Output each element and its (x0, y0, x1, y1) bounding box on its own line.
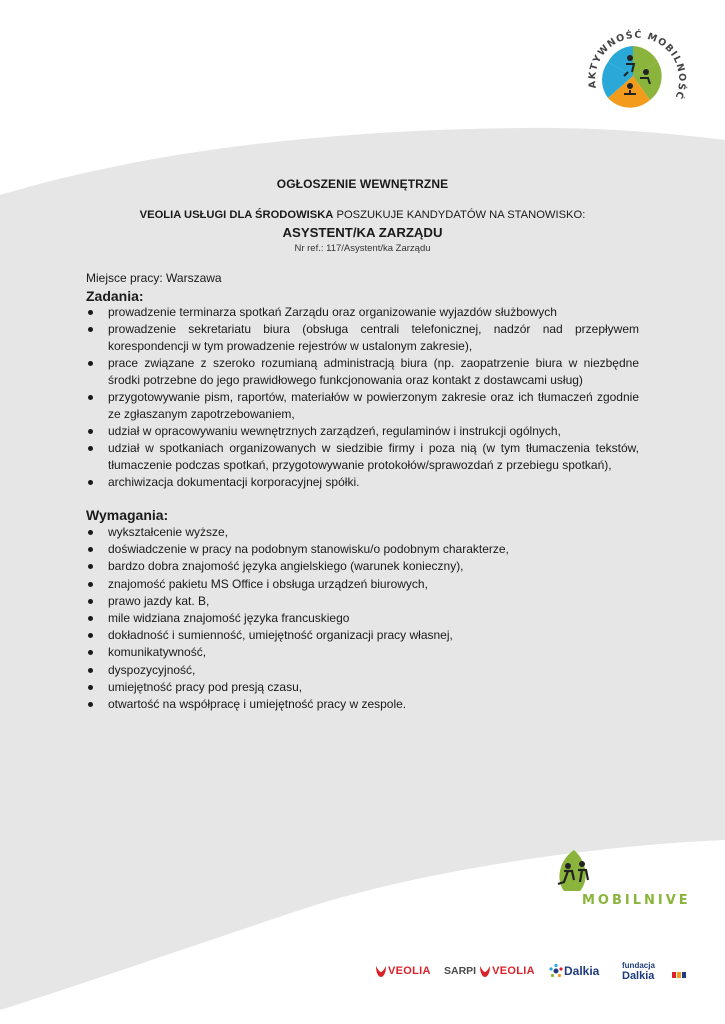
mobilnive-wordmark: MOBILNIVE (582, 893, 691, 908)
list-item: prowadzenie terminarza spotkań Zarządu oraz organizowanie wyjazdów służbowych (86, 304, 639, 321)
requirements-list (86, 524, 639, 713)
list-item: udział w opracowywaniu wewnętrznych zarządzeń, regulaminów i instrukcji ogólnych, (86, 423, 639, 440)
list-item: komunikatywność, (86, 644, 639, 661)
veolia-icon (478, 964, 492, 978)
fundacja-dalkia-logo (622, 958, 655, 984)
list-item: dokładność i sumienność, umiejętność organizacji pracy własnej, (86, 627, 639, 644)
list-item: wykształcenie wyższe, (86, 524, 639, 541)
list-item: otwartość na współpracę i umiejętność pracy w zespole. (86, 696, 639, 713)
list-item: przygotowywanie pism, raportów, materiałów w powierzonym zakresie oraz ich tłumaczeń zgodnie ze zgłaszanym zapotrzebowaniem, (86, 389, 639, 423)
list-item: prawo jazdy kat. B, (86, 593, 639, 610)
page-title: OGŁOSZENIE WEWNĘTRZNE (276, 177, 449, 191)
list-item: prace związane z szeroko rozumianą administracją biura (np. zaopatrzenie biura w niezbędne środki potrzebne do jego prawidłowego funkcjonowania oraz kontakt z dostawcami usług) (86, 355, 639, 389)
sarpi-wordmark: SARPI (444, 965, 477, 977)
sarpi-veolia-wordmark: VEOLIA (492, 965, 535, 977)
list-item: bardzo dobra znajomość języka angielskiego (warunek konieczny), (86, 558, 639, 575)
dalkia-wordmark: Dalkia (564, 964, 600, 978)
list-item: mile widziana znajomość języka francuskiego (86, 610, 639, 627)
veolia-icon (374, 964, 388, 978)
list-item: prowadzenie sekretariatu biura (obsługa centrali telefonicznej, nadzór nad przepływem korespondencji w tym prowadzenie rejestrów w ustalonym zakresie), (86, 321, 639, 355)
list-item: archiwizacja dokumentacji korporacyjnej spółki. (86, 474, 639, 491)
list-item: umiejętność pracy pod presją czasu, (86, 679, 639, 696)
reference-number: Nr ref.: 117/Asystent/ka Zarządu (294, 243, 431, 254)
fundacja-color-squares-icon (672, 972, 686, 978)
dalkia-logo (548, 958, 599, 984)
list-item: doświadczenie w pracy na podobnym stanowisku/o podobnym charakterze, (86, 541, 639, 558)
mobilnive-logo (544, 846, 691, 914)
veolia-wordmark: VEOLIA (388, 965, 431, 977)
tasks-list (86, 304, 639, 491)
company-suffix: POSZUKUJE KANDYDATÓW NA STANOWISKO: (333, 209, 586, 221)
company-line (86, 209, 639, 221)
footer-logos (374, 958, 694, 988)
tasks-heading: Zadania: (86, 288, 144, 304)
sarpi-veolia-logo (444, 958, 535, 984)
fundacja-dalkia-label: Dalkia (622, 969, 655, 982)
requirements-heading: Wymagania: (86, 507, 169, 523)
veolia-logo (374, 958, 431, 984)
logo-circle-text: AKTYWNOŚĆ MOBILNOŚĆ (587, 29, 688, 102)
list-item: udział w spotkaniach organizowanych w siedzibie firmy i poza nią (w tym tłumaczenia tekstów, tłumaczenie podczas spotkań, przygotowywanie protokołów/sprawozdań z przebiegu spotkań), (86, 440, 639, 474)
company-name: VEOLIA USŁUGI DLA ŚRODOWISKA (139, 209, 334, 221)
list-item: dyspozycyjność, (86, 662, 639, 679)
work-location: Miejsce pracy: Warszawa (86, 271, 222, 285)
position-title: ASYSTENT/KA ZARZĄDU (282, 225, 443, 240)
aktywnosc-mobilnosc-rozwoj-logo (578, 18, 688, 133)
list-item: znajomość pakietu MS Office i obsługa urządzeń biurowych, (86, 576, 639, 593)
dalkia-icon (548, 963, 564, 979)
fundacja-label: fundacja (622, 960, 655, 970)
